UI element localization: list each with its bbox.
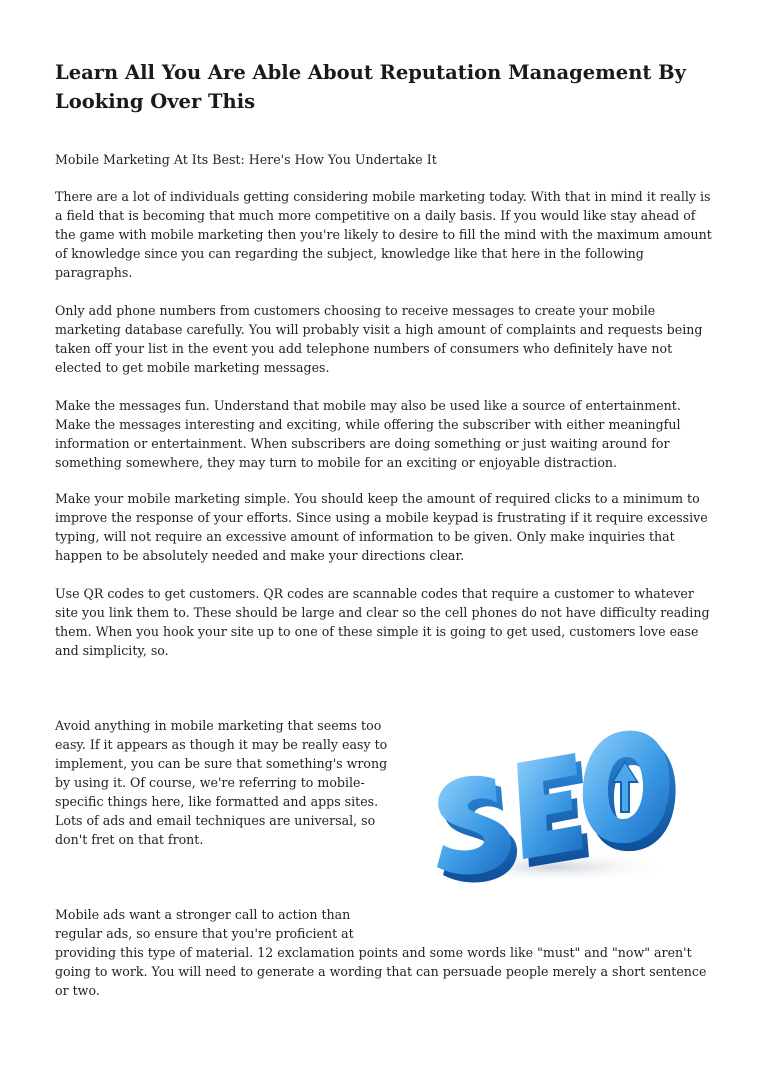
- seo-image: [425, 717, 680, 887]
- paragraph-3: Make the messages fun. Understand that mobile may also be used like a source of entertainment. Make the messages interesting and exciting, while offering the subscriber with either meaningful information or entertainment. When subscribers are doing something or just waiting around for something somewhere, they may turn to mobile for an exciting or enjoyable distraction.: [55, 398, 681, 470]
- letter-s: [437, 776, 517, 883]
- paragraph-1: There are a lot of individuals getting considering mobile marketing today. With that in mind it really is a field that is becoming that much more competitive on a daily basis. If you would like stay ahead of the game with mobile marketing then you're likely to desire to fill the mind with the maximum amount of knowledge since you can regarding the subject, knowledge like that here in the following paragraphs.: [55, 189, 712, 280]
- paragraph-5: Use QR codes to get customers. QR codes are scannable codes that require a customer to whatever site you link them to. These should be large and clear so the cell phones do not have difficulty reading them. When you hook your site up to one of these simple it is going to get used, customers love ease and simplicity, so.: [55, 586, 710, 658]
- paragraph-7-lead: Mobile ads want a stronger call to action than regular ads, so ensure that you're proficient at: [55, 907, 354, 941]
- paragraph-6: Avoid anything in mobile marketing that seems too easy. If it appears as though it may be really easy to implement, you can be sure that something's wrong by using it. Of course, we're referring to mobile-specific things here, like formatted and apps sites. Lots of ads and email techniques are universal, so don't fret on that front.: [55, 718, 388, 847]
- document-title: Learn All You Are Able About Reputation Management By Looking Over This: [55, 61, 686, 113]
- paragraph-2: Only add phone numbers from customers choosing to receive messages to create your mobile marketing database carefully. You will probably visit a high amount of complaints and requests being taken off your list in the event you add telephone numbers of consumers who definitely have not elected to get mobile marketing messages.: [55, 303, 703, 375]
- paragraph-7: [55, 905, 715, 1000]
- paragraph-7-rest: providing this type of material. 12 exclamation points and some words like "must" and "now" aren't going to work. You will need to generate a wording that can persuade people merely a short sentence or two.: [55, 945, 707, 998]
- article-subheading: Mobile Marketing At Its Best: Here's How You Undertake It: [55, 152, 437, 167]
- seo-3d-text-icon: [425, 717, 680, 887]
- paragraph-4: Make your mobile marketing simple. You should keep the amount of required clicks to a minimum to improve the response of your efforts. Since using a mobile keypad is frustrating if it require excessive typing, will not require an excessive amount of information to be given. Only make inquiries that happen to be absolutely needed and make your directions clear.: [55, 491, 708, 563]
- letter-e: [517, 753, 589, 867]
